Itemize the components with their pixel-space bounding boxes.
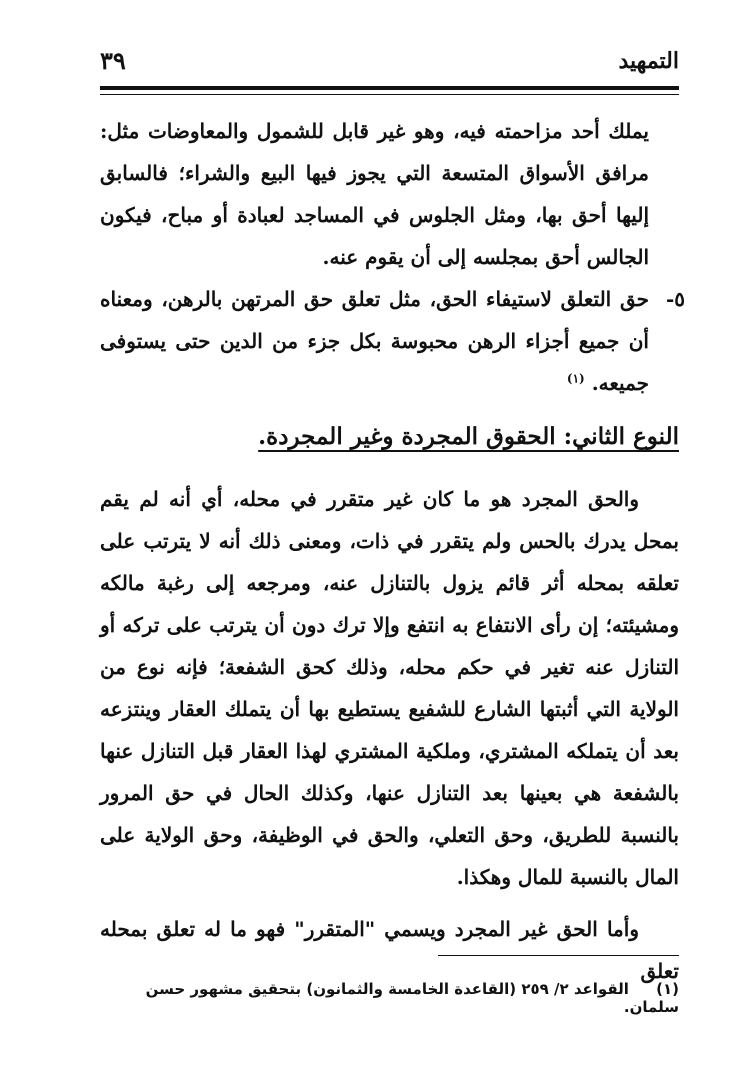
list-item-number: ٥- (665, 287, 685, 311)
page-header (100, 42, 679, 82)
chapter-title: التمهيد (618, 48, 679, 74)
continuation-paragraph: يملك أحد مزاحمته فيه، وهو غير قابل للشمول والمعاوضات مثل: مرافق الأسواق المتسعة التي يجوز فيها البيع والشراء؛ فالسابق إليها أحق بها، ومثل الجلوس في المساجد لعبادة أو مباح، فيكون الجالس أحق بمجلسه إلى أن يقوم عنه. (100, 119, 649, 269)
main-text (100, 110, 685, 992)
footnote-text: القواعد ٢/ ٢٥٩ (القاعدة الخامسة والثمانون) بتحقيق مشهور حسن سلمان. (145, 980, 679, 1016)
footnote (100, 980, 679, 1016)
footnote-reference: (١) (566, 371, 585, 386)
page-number: ٣٩ (100, 46, 126, 75)
footnote-number: (١) (656, 980, 679, 998)
list-item-5 (100, 278, 685, 404)
list-item-text: حق التعلق لاستيفاء الحق، مثل تعلق حق المرتهن بالرهن، ومعناه أن جميع أجزاء الرهن محبوسة بكل جزء من الدين حتى يستوفى جميعه. (100, 287, 649, 395)
footnote-separator (438, 955, 679, 956)
header-rule-thick (100, 86, 679, 90)
paragraph: والحق المجرد هو ما كان غير متقرر في محله، أي أنه لم يقم بمحل يدرك بالحس ولم يتقرر في ذات، ومعنى ذلك أنه لا يترتب على تعلقه بمحله أثر قائم يزول بالتنازل عنه، ومرجعه إلى رغبة مالكه ومشيئته؛ إن رأى الانتفاع به انتفع وإلا ترك دون أن يترتب على تركه أو التنازل عنه تغير في حكم محله، وذلك كحق الشفعة؛ فإنه نوع من الولاية التي أثبتها الشارع للشفيع يستطيع بها أن يتملك العقار وينتزعه بعد أن يتملكه المشتري، وملكية المشتري لهذا العقار قبل التنازل عنها بالشفعة هي بعينها بعد التنازل عنها، وكذلك الحال في حق المرور بالنسبة للطريق، وحق التعلي، والحق في الوظيفة، وحق الولاية على المال بالنسبة للمال وهكذا. (100, 487, 679, 889)
header-rule-thin (100, 94, 679, 95)
section-subheading: النوع الثاني: الحقوق المجردة وغير المجردة. (258, 423, 679, 450)
paragraph: وأما الحق غير المجرد ويسمي "المتقرر" فهو ما له تعلق بمحله تعلق (100, 917, 679, 983)
